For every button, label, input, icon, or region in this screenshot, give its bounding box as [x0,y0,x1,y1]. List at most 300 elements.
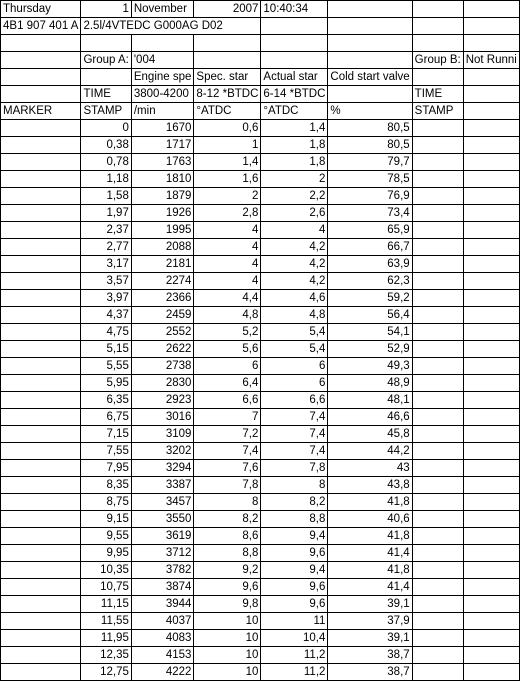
cell-stamp[interactable]: 11,15 [81,596,131,613]
cell-empty[interactable] [463,290,519,307]
cell-engine-speed[interactable]: 2552 [131,324,194,341]
cell-empty[interactable] [261,52,328,69]
cell-empty[interactable] [412,545,463,562]
cell-empty[interactable] [194,52,261,69]
cell-col-engine-speed[interactable]: Engine spe [131,69,194,86]
cell-cold-start[interactable]: 56,4 [328,307,412,324]
cell-cold-start[interactable]: 62,3 [328,273,412,290]
cell-actual-start[interactable]: 6 [261,358,328,375]
cell-unit-spec[interactable]: °ATDC [194,103,261,120]
cell-cold-start[interactable]: 45,8 [328,426,412,443]
cell-empty[interactable] [463,358,519,375]
cell-empty[interactable] [81,69,131,86]
cell-range-engine[interactable]: 3800-4200 [131,86,194,103]
cell-cold-start[interactable]: 43 [328,460,412,477]
cell-engine-speed[interactable]: 2622 [131,341,194,358]
cell-cold-start[interactable]: 39,1 [328,630,412,647]
cell-spec-start[interactable]: 4,4 [194,290,261,307]
cell-spec-start[interactable]: 10 [194,664,261,681]
cell-spec-start[interactable]: 5,6 [194,341,261,358]
cell-empty[interactable] [412,154,463,171]
cell-actual-start[interactable]: 2,2 [261,188,328,205]
cell-spec-start[interactable]: 4 [194,222,261,239]
cell-empty[interactable] [261,18,328,35]
cell-empty[interactable] [328,35,412,52]
cell-marker[interactable] [1,409,81,426]
cell-spec-start[interactable]: 2 [194,188,261,205]
cell-cold-start[interactable]: 41,4 [328,545,412,562]
cell-empty[interactable] [412,137,463,154]
cell-engine-speed[interactable]: 3874 [131,579,194,596]
cell-empty[interactable] [412,664,463,681]
cell-stamp[interactable]: 7,55 [81,443,131,460]
cell-cold-start[interactable]: 76,9 [328,188,412,205]
cell-empty[interactable] [463,528,519,545]
cell-empty[interactable] [412,358,463,375]
cell-marker[interactable] [1,324,81,341]
cell-marker[interactable] [1,239,81,256]
cell-empty[interactable] [1,52,81,69]
cell-spec-start[interactable]: 1,4 [194,154,261,171]
cell-cold-start[interactable]: 48,9 [328,375,412,392]
cell-stamp[interactable]: 5,15 [81,341,131,358]
cell-actual-start[interactable]: 6 [261,375,328,392]
cell-empty[interactable] [463,256,519,273]
cell-marker[interactable] [1,426,81,443]
cell-engine-speed[interactable]: 3202 [131,443,194,460]
cell-marker[interactable] [1,613,81,630]
cell-empty[interactable] [412,171,463,188]
cell-stamp[interactable]: 12,75 [81,664,131,681]
cell-cold-start[interactable]: 48,1 [328,392,412,409]
cell-actual-start[interactable]: 9,6 [261,579,328,596]
cell-empty[interactable] [412,341,463,358]
cell-marker[interactable] [1,630,81,647]
cell-cold-start[interactable]: 78,5 [328,171,412,188]
cell-actual-start[interactable]: 4,2 [261,273,328,290]
cell-col-actual-start[interactable]: Actual star [261,69,328,86]
cell-engine-speed[interactable]: 1717 [131,137,194,154]
cell-day[interactable]: Thursday [1,1,81,18]
cell-empty[interactable] [463,409,519,426]
cell-empty[interactable] [412,1,463,18]
cell-stamp[interactable]: 10,75 [81,579,131,596]
cell-actual-start[interactable]: 4,2 [261,239,328,256]
cell-empty[interactable] [463,664,519,681]
cell-empty[interactable] [463,324,519,341]
cell-day-number[interactable]: 1 [81,1,131,18]
cell-actual-start[interactable]: 9,6 [261,596,328,613]
cell-group-b-status[interactable]: Not Runni [463,52,519,69]
cell-marker[interactable] [1,137,81,154]
cell-engine-speed[interactable]: 1670 [131,120,194,137]
cell-marker[interactable] [1,596,81,613]
cell-cold-start[interactable]: 38,7 [328,647,412,664]
cell-spec-start[interactable]: 9,2 [194,562,261,579]
cell-empty[interactable] [412,511,463,528]
cell-empty[interactable] [131,35,194,52]
cell-stamp[interactable]: 11,55 [81,613,131,630]
cell-empty[interactable] [463,273,519,290]
cell-actual-start[interactable]: 6,6 [261,392,328,409]
cell-empty[interactable] [463,1,519,18]
cell-empty[interactable] [412,239,463,256]
cell-stamp[interactable]: 6,75 [81,409,131,426]
cell-actual-start[interactable]: 7,4 [261,426,328,443]
cell-stamp[interactable]: 3,57 [81,273,131,290]
cell-actual-start[interactable]: 5,4 [261,341,328,358]
cell-empty[interactable] [412,596,463,613]
cell-actual-start[interactable]: 10,4 [261,630,328,647]
cell-engine-speed[interactable]: 3712 [131,545,194,562]
cell-actual-start[interactable]: 7,8 [261,460,328,477]
cell-empty[interactable] [463,222,519,239]
cell-cold-start[interactable]: 66,7 [328,239,412,256]
cell-stamp[interactable]: 8,75 [81,494,131,511]
cell-actual-start[interactable]: 5,4 [261,324,328,341]
cell-empty[interactable] [81,35,131,52]
cell-spec-start[interactable]: 4 [194,273,261,290]
cell-empty[interactable] [463,647,519,664]
cell-engine-speed[interactable]: 1879 [131,188,194,205]
cell-stamp[interactable]: 11,95 [81,630,131,647]
cell-engine-speed[interactable]: 3944 [131,596,194,613]
cell-spec-start[interactable]: 1 [194,137,261,154]
cell-engine-speed[interactable]: 4153 [131,647,194,664]
cell-empty[interactable] [412,35,463,52]
cell-empty[interactable] [463,392,519,409]
cell-empty[interactable] [412,579,463,596]
cell-spec-start[interactable]: 6,6 [194,392,261,409]
cell-spec-start[interactable]: 1,6 [194,171,261,188]
cell-cold-start[interactable]: 41,8 [328,494,412,511]
cell-cold-start[interactable]: 38,7 [328,664,412,681]
cell-cold-start[interactable]: 49,3 [328,358,412,375]
cell-stamp[interactable]: 7,15 [81,426,131,443]
cell-empty[interactable] [412,647,463,664]
cell-actual-start[interactable]: 11,2 [261,647,328,664]
cell-marker[interactable] [1,358,81,375]
cell-marker[interactable] [1,205,81,222]
cell-range-spec[interactable]: 8-12 *BTDC [194,86,261,103]
cell-unit-cold[interactable]: % [328,103,412,120]
cell-marker[interactable] [1,647,81,664]
cell-stamp[interactable]: 3,17 [81,256,131,273]
cell-empty[interactable] [463,69,519,86]
cell-spec-start[interactable]: 6,4 [194,375,261,392]
cell-cold-start[interactable]: 46,6 [328,409,412,426]
cell-marker[interactable] [1,494,81,511]
cell-group-a-code[interactable]: '004 [131,52,194,69]
cell-cold-start[interactable]: 63,9 [328,256,412,273]
cell-empty[interactable] [412,290,463,307]
cell-stamp[interactable]: 12,35 [81,647,131,664]
cell-unit-engine[interactable]: /min [131,103,194,120]
cell-actual-start[interactable]: 11 [261,613,328,630]
cell-actual-start[interactable]: 4,8 [261,307,328,324]
cell-spec-start[interactable]: 5,2 [194,324,261,341]
cell-spec-start[interactable]: 0,6 [194,120,261,137]
cell-marker[interactable] [1,256,81,273]
cell-empty[interactable] [463,443,519,460]
cell-empty[interactable] [412,460,463,477]
cell-actual-start[interactable]: 9,6 [261,545,328,562]
cell-cold-start[interactable]: 41,4 [328,579,412,596]
cell-engine-speed[interactable]: 2459 [131,307,194,324]
cell-marker[interactable] [1,664,81,681]
cell-marker[interactable] [1,154,81,171]
cell-actual-start[interactable]: 1,8 [261,154,328,171]
cell-empty[interactable] [412,273,463,290]
cell-engine-speed[interactable]: 3457 [131,494,194,511]
cell-empty[interactable] [463,545,519,562]
cell-cold-start[interactable]: 59,2 [328,290,412,307]
cell-empty[interactable] [412,120,463,137]
cell-group-a-label[interactable]: Group A: [81,52,131,69]
cell-empty[interactable] [1,35,81,52]
cell-empty[interactable] [463,494,519,511]
cell-unit-actual[interactable]: °ATDC [261,103,328,120]
cell-cold-start[interactable]: 80,5 [328,120,412,137]
cell-empty[interactable] [463,86,519,103]
cell-spec-start[interactable]: 4,8 [194,307,261,324]
cell-stamp[interactable]: 5,55 [81,358,131,375]
cell-stamp[interactable]: 10,35 [81,562,131,579]
cell-empty[interactable] [463,426,519,443]
cell-spec-start[interactable]: 7,2 [194,426,261,443]
cell-marker[interactable] [1,307,81,324]
cell-empty[interactable] [412,324,463,341]
cell-cold-start[interactable]: 52,9 [328,341,412,358]
cell-spec-start[interactable]: 8,2 [194,511,261,528]
cell-empty[interactable] [261,35,328,52]
cell-empty[interactable] [412,222,463,239]
cell-actual-start[interactable]: 2 [261,171,328,188]
cell-engine-speed[interactable]: 3387 [131,477,194,494]
cell-stamp[interactable]: 7,95 [81,460,131,477]
cell-empty[interactable] [412,307,463,324]
cell-marker-label[interactable]: MARKER [1,103,81,120]
cell-stamp[interactable]: 1,58 [81,188,131,205]
cell-actual-start[interactable]: 2,6 [261,205,328,222]
cell-cold-start[interactable]: 41,8 [328,528,412,545]
cell-engine-speed[interactable]: 4222 [131,664,194,681]
cell-empty[interactable] [463,205,519,222]
cell-empty[interactable] [412,426,463,443]
cell-empty[interactable] [463,188,519,205]
cell-actual-start[interactable]: 4,2 [261,256,328,273]
cell-spec-start[interactable]: 2,8 [194,205,261,222]
cell-engine-speed[interactable]: 1995 [131,222,194,239]
cell-engine-speed[interactable]: 3109 [131,426,194,443]
cell-stamp[interactable]: 9,95 [81,545,131,562]
cell-empty[interactable] [328,86,412,103]
cell-stamp[interactable]: 0 [81,120,131,137]
cell-engine-speed[interactable]: 2274 [131,273,194,290]
cell-spec-start[interactable]: 10 [194,647,261,664]
cell-marker[interactable] [1,222,81,239]
cell-empty[interactable] [328,52,412,69]
cell-empty[interactable] [463,630,519,647]
cell-cold-start[interactable]: 54,1 [328,324,412,341]
cell-engine-speed[interactable]: 2181 [131,256,194,273]
cell-cold-start[interactable]: 37,9 [328,613,412,630]
cell-spec-start[interactable]: 4 [194,239,261,256]
cell-year[interactable]: 2007 [194,1,261,18]
cell-engine-speed[interactable]: 2923 [131,392,194,409]
cell-empty[interactable] [412,409,463,426]
cell-empty[interactable] [463,103,519,120]
cell-marker[interactable] [1,188,81,205]
cell-empty[interactable] [463,239,519,256]
cell-group-b-stamp-label[interactable]: STAMP [412,103,463,120]
cell-engine-code[interactable]: 2.5l/4VTEDC G000AG D02 [81,18,261,35]
cell-empty[interactable] [412,375,463,392]
cell-empty[interactable] [463,307,519,324]
cell-spec-start[interactable]: 10 [194,613,261,630]
cell-empty[interactable] [412,528,463,545]
cell-empty[interactable] [463,137,519,154]
cell-spec-start[interactable]: 7,6 [194,460,261,477]
cell-spec-start[interactable]: 7 [194,409,261,426]
cell-marker[interactable] [1,528,81,545]
cell-marker[interactable] [1,341,81,358]
cell-engine-speed[interactable]: 3782 [131,562,194,579]
cell-marker[interactable] [1,375,81,392]
cell-spec-start[interactable]: 8 [194,494,261,511]
cell-empty[interactable] [412,494,463,511]
cell-empty[interactable] [463,613,519,630]
cell-actual-start[interactable]: 7,4 [261,409,328,426]
cell-cold-start[interactable]: 39,1 [328,596,412,613]
cell-empty[interactable] [463,120,519,137]
cell-empty[interactable] [463,35,519,52]
cell-marker[interactable] [1,171,81,188]
cell-empty[interactable] [463,596,519,613]
cell-actual-start[interactable]: 9,4 [261,528,328,545]
cell-stamp[interactable]: 0,78 [81,154,131,171]
cell-cold-start[interactable]: 40,6 [328,511,412,528]
cell-engine-speed[interactable]: 1926 [131,205,194,222]
cell-stamp[interactable]: 9,55 [81,528,131,545]
cell-marker[interactable] [1,443,81,460]
cell-engine-speed[interactable]: 2088 [131,239,194,256]
cell-actual-start[interactable]: 7,4 [261,443,328,460]
cell-stamp[interactable]: 0,38 [81,137,131,154]
cell-empty[interactable] [412,392,463,409]
cell-stamp[interactable]: 8,35 [81,477,131,494]
cell-empty[interactable] [412,630,463,647]
cell-actual-start[interactable]: 4,6 [261,290,328,307]
cell-stamp[interactable]: 5,95 [81,375,131,392]
cell-spec-start[interactable]: 9,6 [194,579,261,596]
cell-spec-start[interactable]: 8,6 [194,528,261,545]
cell-actual-start[interactable]: 8 [261,477,328,494]
cell-engine-speed[interactable]: 2366 [131,290,194,307]
cell-empty[interactable] [463,511,519,528]
cell-month[interactable]: November [131,1,194,18]
cell-empty[interactable] [1,69,81,86]
cell-empty[interactable] [412,256,463,273]
cell-spec-start[interactable]: 4 [194,256,261,273]
cell-marker[interactable] [1,273,81,290]
cell-marker[interactable] [1,511,81,528]
cell-empty[interactable] [463,579,519,596]
cell-marker[interactable] [1,545,81,562]
cell-cold-start[interactable]: 43,8 [328,477,412,494]
cell-stamp[interactable]: 2,77 [81,239,131,256]
cell-cold-start[interactable]: 80,5 [328,137,412,154]
cell-stamp[interactable]: 4,75 [81,324,131,341]
cell-range-actual[interactable]: 6-14 *BTDC [261,86,328,103]
cell-time-label[interactable]: TIME [81,86,131,103]
cell-cold-start[interactable]: 79,7 [328,154,412,171]
cell-marker[interactable] [1,120,81,137]
cell-cold-start[interactable]: 41,8 [328,562,412,579]
cell-empty[interactable] [412,562,463,579]
cell-group-b-label[interactable]: Group B: [412,52,463,69]
cell-engine-speed[interactable]: 3294 [131,460,194,477]
cell-engine-speed[interactable]: 4083 [131,630,194,647]
cell-actual-start[interactable]: 4 [261,222,328,239]
cell-empty[interactable] [1,86,81,103]
cell-marker[interactable] [1,562,81,579]
cell-spec-start[interactable]: 7,8 [194,477,261,494]
cell-stamp[interactable]: 4,37 [81,307,131,324]
cell-empty[interactable] [412,613,463,630]
cell-engine-speed[interactable]: 2830 [131,375,194,392]
cell-engine-speed[interactable]: 2738 [131,358,194,375]
cell-empty[interactable] [412,477,463,494]
cell-spec-start[interactable]: 10 [194,630,261,647]
cell-empty[interactable] [463,154,519,171]
cell-spec-start[interactable]: 8,8 [194,545,261,562]
cell-part-number[interactable]: 4B1 907 401 A [1,18,81,35]
cell-stamp[interactable]: 2,37 [81,222,131,239]
cell-time[interactable]: 10:40:34 [261,1,328,18]
cell-marker[interactable] [1,392,81,409]
cell-engine-speed[interactable]: 3016 [131,409,194,426]
cell-empty[interactable] [463,171,519,188]
cell-stamp[interactable]: 3,97 [81,290,131,307]
cell-engine-speed[interactable]: 3619 [131,528,194,545]
cell-marker[interactable] [1,290,81,307]
cell-empty[interactable] [463,477,519,494]
cell-empty[interactable] [463,375,519,392]
cell-empty[interactable] [328,1,412,18]
cell-empty[interactable] [463,460,519,477]
cell-actual-start[interactable]: 1,4 [261,120,328,137]
cell-engine-speed[interactable]: 4037 [131,613,194,630]
cell-cold-start[interactable]: 73,4 [328,205,412,222]
cell-actual-start[interactable]: 1,8 [261,137,328,154]
cell-engine-speed[interactable]: 1763 [131,154,194,171]
cell-spec-start[interactable]: 6 [194,358,261,375]
cell-empty[interactable] [412,18,463,35]
cell-actual-start[interactable]: 9,4 [261,562,328,579]
cell-empty[interactable] [328,18,412,35]
cell-empty[interactable] [412,205,463,222]
cell-marker[interactable] [1,460,81,477]
cell-stamp[interactable]: 6,35 [81,392,131,409]
cell-cold-start[interactable]: 65,9 [328,222,412,239]
cell-spec-start[interactable]: 9,8 [194,596,261,613]
cell-stamp[interactable]: 9,15 [81,511,131,528]
cell-empty[interactable] [412,69,463,86]
cell-actual-start[interactable]: 8,2 [261,494,328,511]
cell-col-spec-start[interactable]: Spec. star [194,69,261,86]
cell-group-b-time-label[interactable]: TIME [412,86,463,103]
